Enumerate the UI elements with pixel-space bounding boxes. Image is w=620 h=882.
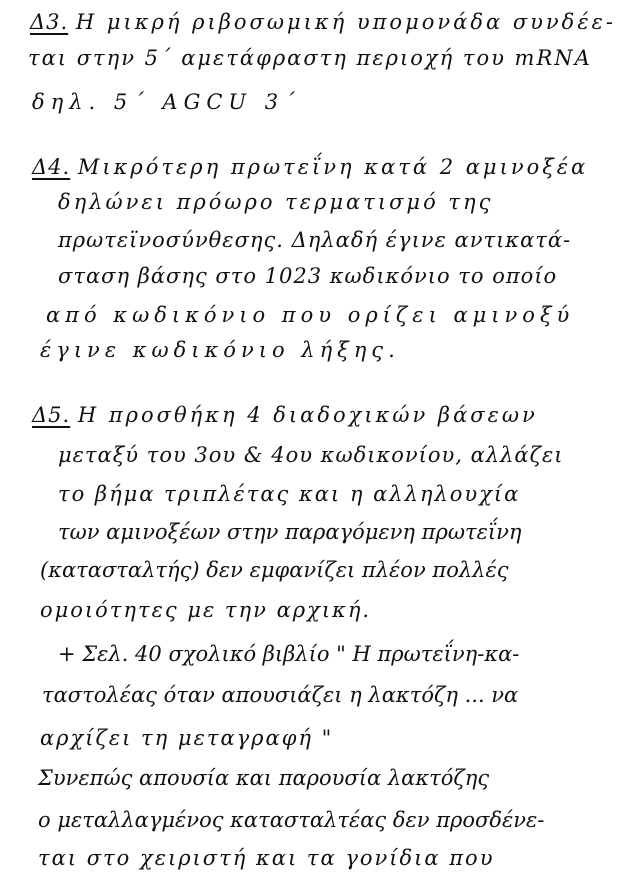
section-d5-line-9: αρχίζει τη μεταγραφή " <box>40 726 334 750</box>
section-d4-line-3: πρωτεϊνοσύνθεσης. Δηλαδή έγινε αντικατά- <box>58 228 572 252</box>
section-d5-line-12: ται στο χειριστή και τα γονίδια που <box>38 846 495 870</box>
section-d3-line-3: δηλ. 5΄ AGCU 3΄ <box>32 90 301 114</box>
section-d4-line-2: δηλώνει πρόωρο τερματισμό της <box>58 190 494 214</box>
section-d3-label: Δ3. <box>30 10 69 34</box>
section-d3-line-2: ται στην 5΄ αμετάφραστη περιοχή του mRNA <box>28 46 592 70</box>
section-d5-line-7: + Σελ. 40 σχολικό βιβλίο " Η πρωτεΐνη-κα- <box>58 642 520 666</box>
section-d4-line-4: σταση βάσης στο 1023 κωδικόνιο το οποίο <box>58 264 558 288</box>
section-d5-line-11: ο μεταλλαγμένος κατασταλτέας δεν προσδένε- <box>38 808 545 832</box>
section-d3-line-1 <box>30 12 616 33</box>
section-d4-text-1: Μικρότερη πρωτεΐνη κατά 2 αμινοξέα <box>77 155 589 179</box>
section-d5-line-1 <box>32 405 538 426</box>
section-d5-line-4: των αμινοξέων στην παραγόμενη πρωτεΐνη <box>58 520 522 544</box>
section-d5-text-1: Η προσθήκη 4 διαδοχικών βάσεων <box>77 403 538 427</box>
section-d4-line-5: από κωδικόνιο που ορίζει αμινοξύ <box>46 303 575 327</box>
section-d5-line-2: μεταξύ του 3ου & 4ου κωδικονίου, αλλάζει <box>58 443 564 467</box>
section-d5-line-10: Συνεπώς απουσία και παρουσία λακτόζης <box>38 766 490 790</box>
section-d3-text-1: Η μικρή ριβοσωμική υπομονάδα συνδέε- <box>75 10 616 34</box>
section-d5-line-8: ταστολέας όταν απουσιάζει η λακτόζη ... να <box>42 683 519 707</box>
section-d5-line-6: ομοιότητες με την αρχική. <box>40 598 372 622</box>
section-d4-label: Δ4. <box>32 155 71 179</box>
section-d5-line-3: το βήμα τριπλέτας και η αλληλουχία <box>58 482 521 506</box>
section-d5-label: Δ5. <box>32 403 71 427</box>
section-d4-line-1 <box>32 157 588 178</box>
section-d4-line-6: έγινε κωδικόνιο λήξης. <box>40 338 400 362</box>
section-d5-line-5: (κατασταλτής) δεν εμφανίζει πλέον πολλές <box>40 558 509 582</box>
